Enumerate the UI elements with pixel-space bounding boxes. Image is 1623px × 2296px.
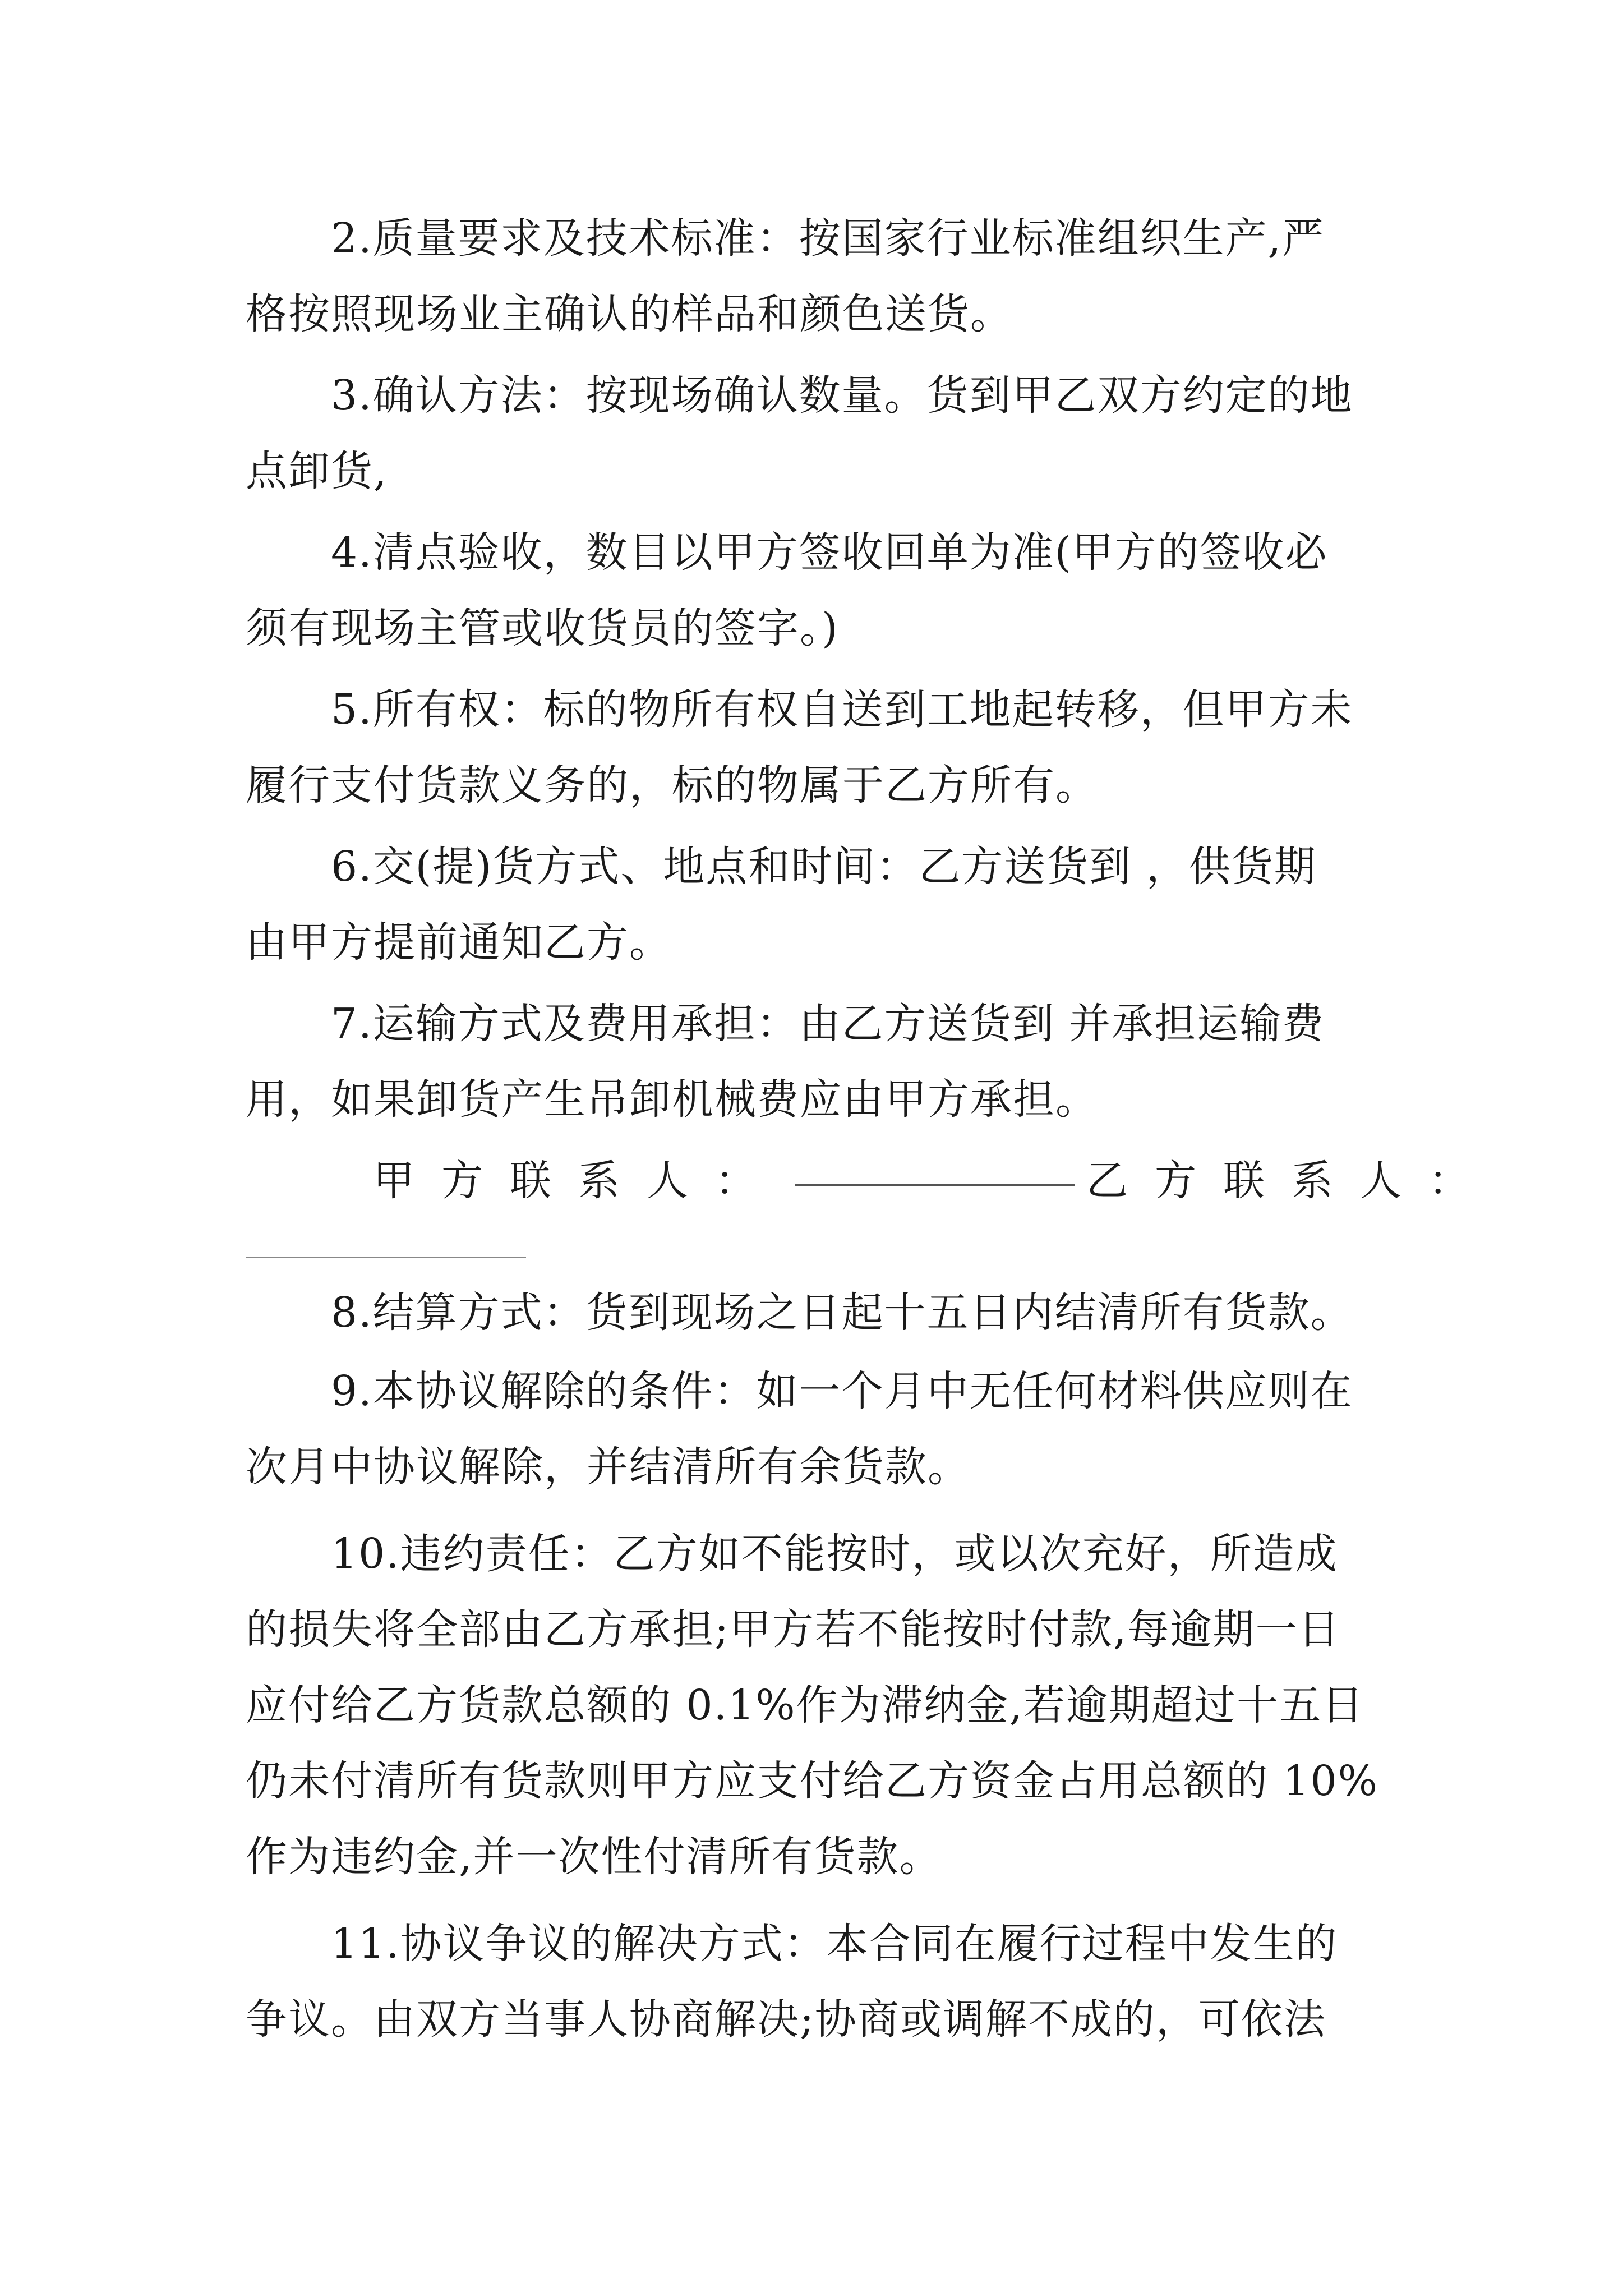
party-b-contact-label: 乙方联系人：	[1086, 1157, 1497, 1205]
clause-5-line-1: 5.所有权：标的物所有权自送到工地起转移，但甲方未	[331, 685, 1353, 734]
party-a-contact-label: 甲方联系人：	[373, 1157, 783, 1205]
clause-9-line-1: 9.本协议解除的条件：如一个月中无任何材料供应则在	[331, 1367, 1353, 1415]
clause-10-line-3: 应付给乙方货款总额的 0.1%作为滞纳金,若逾期超过十五日	[246, 1681, 1365, 1729]
clause-11-line-2: 争议。由双方当事人协商解决;协商或调解不成的，可依法	[246, 1995, 1326, 2044]
clause-8-line-1: 8.结算方式：货到现场之日起十五日内结清所有货款。	[331, 1289, 1353, 1337]
party-a-contact-blank	[795, 1182, 1075, 1186]
clause-4-line-1: 4.清点验收，数目以甲方签收回单为准(甲方的签收必	[331, 528, 1328, 577]
clause-9-line-2: 次月中协议解除，并结清所有余货款。	[246, 1443, 970, 1491]
clause-3-line-1: 3.确认方法：按现场确认数量。货到甲乙双方约定的地	[331, 371, 1353, 420]
clause-10-line-4: 仍未付清所有货款则甲方应支付给乙方资金占用总额的 10%	[246, 1757, 1378, 1805]
clause-2-line-1: 2.质量要求及技术标准：按国家行业标准组织生产,严	[331, 214, 1325, 263]
clause-11-line-1: 11.协议争议的解决方式：本合同在履行过程中发生的	[331, 1920, 1338, 1968]
contacts-line	[373, 1153, 1497, 1209]
clause-10-line-2: 的损失将全部由乙方承担;甲方若不能按时付款,每逾期一日	[246, 1605, 1341, 1654]
clause-7-line-2: 用，如果卸货产生吊卸机械费应由甲方承担。	[246, 1075, 1098, 1124]
clause-5-line-2: 履行支付货款义务的，标的物属于乙方所有。	[246, 761, 1098, 809]
clause-7-line-1: 7.运输方式及费用承担：由乙方送货到 并承担运输费	[331, 1000, 1325, 1048]
clause-6-line-2: 由甲方提前通知乙方。	[246, 918, 672, 967]
clause-6-line-1: 6.交(提)货方式、地点和时间：乙方送货到 ，供货期	[331, 843, 1317, 891]
party-b-contact-blank	[246, 1257, 526, 1258]
clause-3-line-2: 点卸货,	[246, 447, 388, 495]
clause-10-line-1: 10.违约责任：乙方如不能按时，或以次充好，所造成	[331, 1530, 1338, 1578]
clause-2-line-2: 格按照现场业主确认的样品和颜色送货。	[246, 290, 1013, 338]
clause-4-line-2: 须有现场主管或收货员的签字。)	[246, 604, 839, 652]
clause-10-line-5: 作为违约金,并一次性付清所有货款。	[246, 1833, 942, 1881]
